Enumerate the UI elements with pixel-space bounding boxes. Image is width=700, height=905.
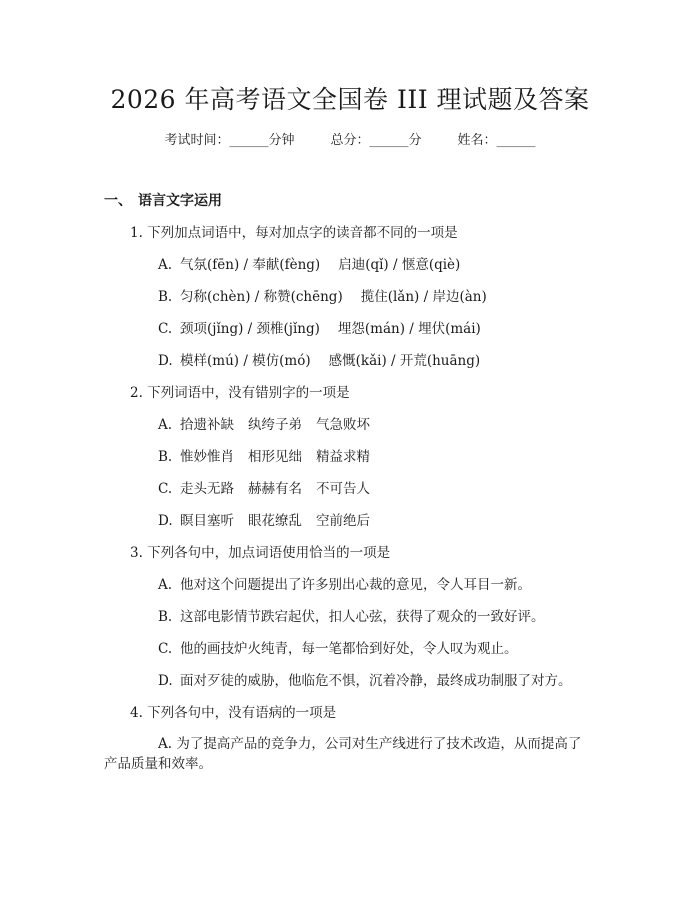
option-word: 赫赫有名 xyxy=(248,481,302,497)
option-letter: C. xyxy=(158,321,173,337)
option-row xyxy=(158,416,370,434)
section-title: 语言文字运用 xyxy=(138,193,222,209)
option-word: 气急败坏 xyxy=(316,417,370,433)
option-letter: B. xyxy=(158,609,173,625)
option-text: 气氛(fēn) / 奉献(fèng) xyxy=(180,257,321,273)
option-letter: C. xyxy=(158,641,173,657)
exam-time-field: 考试时间：______分钟 xyxy=(164,133,295,148)
option-text: 他对这个问题提出了许多别出心裁的意见，令人耳目一新。 xyxy=(180,577,531,593)
option-row xyxy=(158,640,518,658)
option-row xyxy=(158,480,370,498)
option-row xyxy=(158,288,487,306)
option-text: 为了提高产品的竞争力，公司对生产线进行了技术改造，从而提高了产品质量和效率。 xyxy=(104,736,582,772)
option-word: 眼花缭乱 xyxy=(248,513,302,529)
section-number: 一、 xyxy=(104,193,132,209)
option-word: 不可告人 xyxy=(316,481,370,497)
option-word: 拾遗补缺 xyxy=(180,417,234,433)
question-stem: 3. 下列各句中，加点词语使用恰当的一项是 xyxy=(130,545,391,561)
option-letter: D. xyxy=(158,673,173,689)
option-text: 启迪(qǐ) / 惬意(qiè) xyxy=(338,257,461,273)
option-row xyxy=(158,672,572,690)
option-word: 空前绝后 xyxy=(316,513,370,529)
option-word: 走头无路 xyxy=(180,481,234,497)
option-row xyxy=(158,256,460,274)
option-letter: D. xyxy=(158,513,173,529)
question-stem: 2. 下列词语中，没有错别字的一项是 xyxy=(130,385,350,401)
option-text: 感慨(kǎi) / 开荒(huāng) xyxy=(328,353,481,369)
option-text: 面对歹徒的威胁，他临危不惧，沉着冷静，最终成功制服了对方。 xyxy=(180,673,572,689)
student-name-field: 姓名：______ xyxy=(457,133,536,148)
option-text: 模样(mú) / 模仿(mó) xyxy=(180,353,311,369)
option-letter: B. xyxy=(158,289,173,305)
exam-info-line xyxy=(0,132,700,150)
option-row xyxy=(158,448,370,466)
option-row xyxy=(158,512,370,530)
question-stem: 1. 下列加点词语中，每对加点字的读音都不同的一项是 xyxy=(130,225,458,241)
section-heading xyxy=(104,191,222,211)
option-word: 纨绔子弟 xyxy=(248,417,302,433)
option-text: 揽住(lǎn) / 岸边(àn) xyxy=(360,289,487,305)
option-text: 匀称(chèn) / 称赞(chēng) xyxy=(180,289,343,305)
option-letter: D. xyxy=(158,353,173,369)
option-word: 瞑目塞听 xyxy=(180,513,234,529)
option-letter: A. xyxy=(158,417,173,433)
option-letter: C. xyxy=(158,481,173,497)
option-row xyxy=(104,734,592,774)
exam-title: 2026 年高考语文全国卷 III 理试题及答案 xyxy=(110,85,590,114)
option-letter: A. xyxy=(158,577,173,593)
question-stem: 4. 下列各句中，没有语病的一项是 xyxy=(130,705,337,721)
option-row xyxy=(158,576,531,594)
option-row xyxy=(158,320,481,338)
option-row xyxy=(158,608,545,626)
option-text: 这部电影情节跌宕起伏，扣人心弦，获得了观众的一致好评。 xyxy=(180,609,545,625)
option-text: 颈项(jǐng) / 颈椎(jǐng) xyxy=(180,321,320,337)
option-letter: B. xyxy=(158,449,173,465)
option-text: 他的画技炉火纯青，每一笔都恰到好处，令人叹为观止。 xyxy=(180,641,518,657)
option-word: 精益求精 xyxy=(316,449,370,465)
option-text: 埋怨(mán) / 埋伏(mái) xyxy=(337,321,481,337)
option-letter: A. xyxy=(158,736,173,752)
total-score-field: 总分：______分 xyxy=(330,133,422,148)
option-word: 相形见绌 xyxy=(248,449,302,465)
option-row xyxy=(158,352,480,370)
option-letter: A. xyxy=(158,257,173,273)
option-word: 惟妙惟肖 xyxy=(180,449,234,465)
